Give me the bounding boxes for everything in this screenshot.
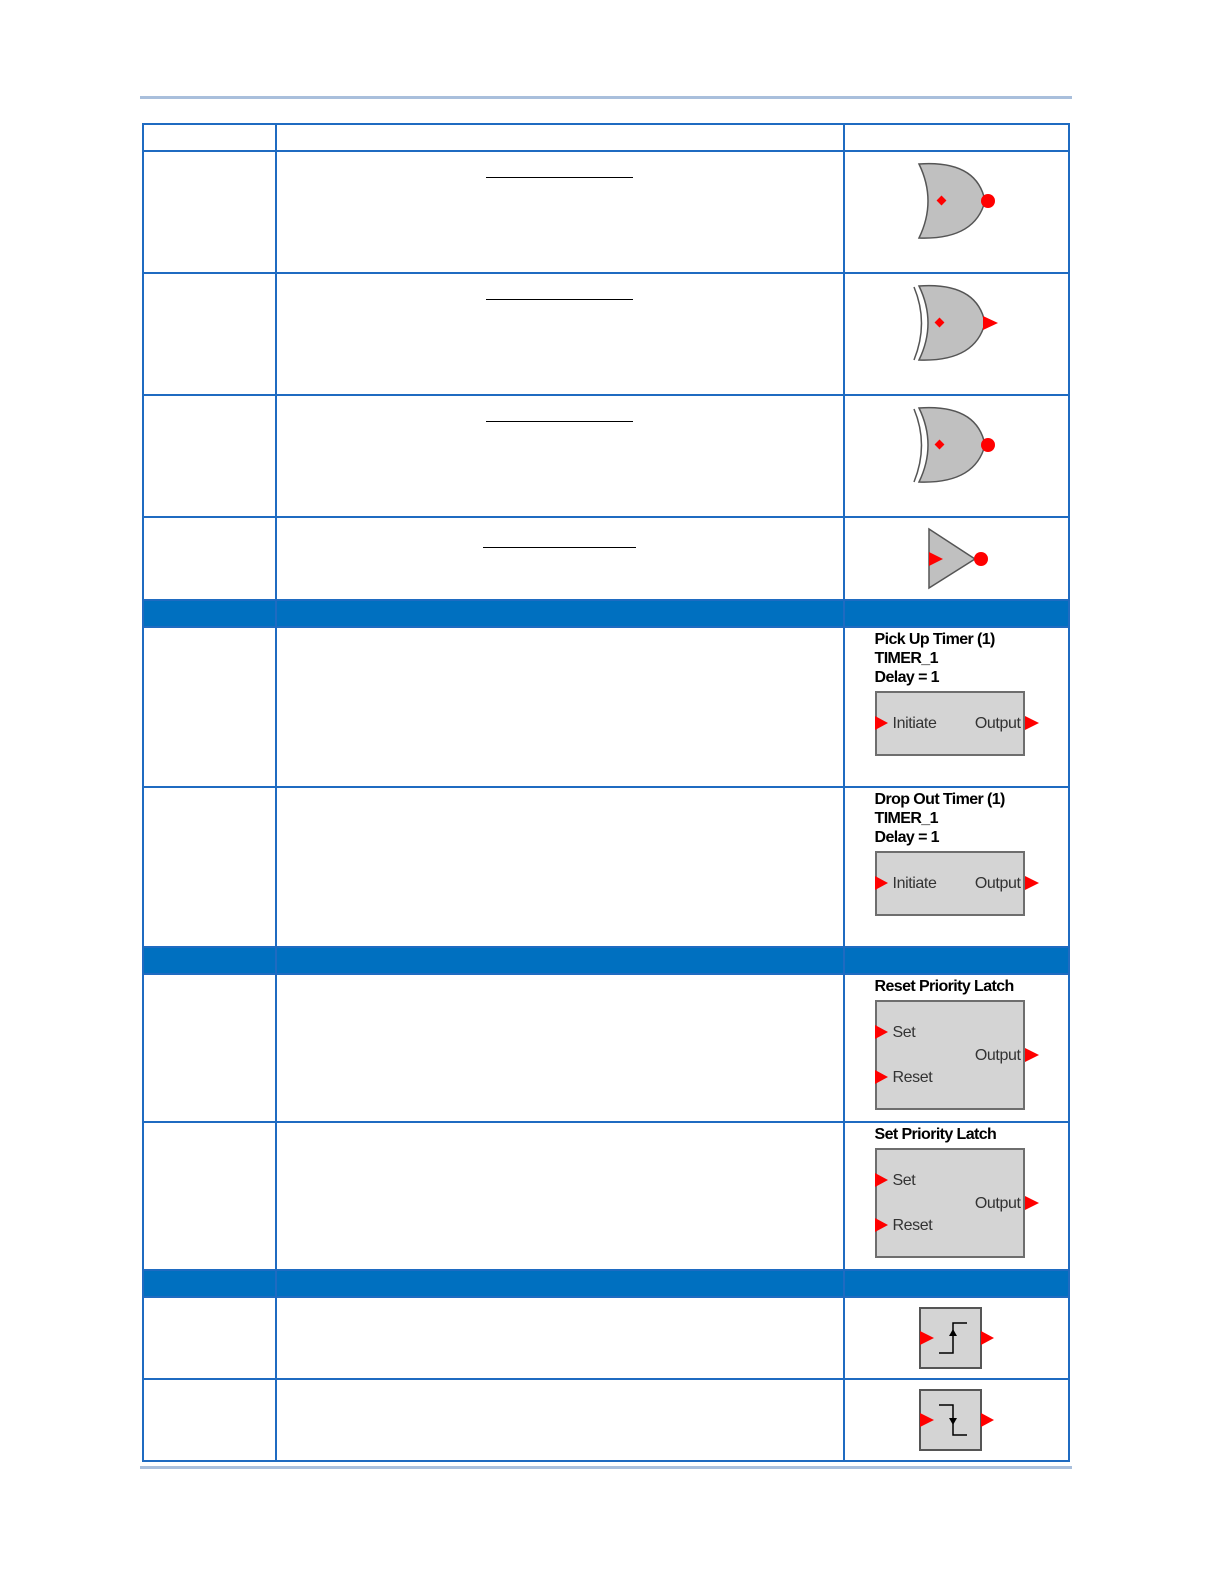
reset-pin-icon [875, 1218, 888, 1232]
header-cell-3 [844, 124, 1069, 151]
set-pin-icon [875, 1025, 888, 1039]
name-cell [143, 787, 276, 947]
text-underline [486, 177, 633, 178]
table-row [143, 974, 1069, 1122]
table-row [143, 1122, 1069, 1270]
symbol-cell [844, 517, 1069, 600]
timer-title-line: Delay = 1 [874, 829, 939, 846]
drop-out-timer-block [875, 851, 1025, 916]
symbol-cell [844, 1122, 1069, 1270]
symbol-cell [844, 273, 1069, 395]
timer-title-line: TIMER_1 [874, 810, 938, 827]
name-cell [143, 1379, 276, 1461]
logic-elements-table [142, 123, 1070, 1462]
section-cell [276, 600, 844, 627]
not-gate-icon [845, 518, 1069, 600]
table-row [143, 273, 1069, 395]
name-cell [143, 627, 276, 787]
set-priority-latch-block [875, 1148, 1025, 1258]
section-cell [143, 947, 276, 974]
input-label: Initiate [892, 875, 937, 892]
output-pin-icon [1025, 716, 1039, 730]
section-cell [143, 600, 276, 627]
latch-title [875, 1125, 997, 1144]
section-bar [143, 600, 1069, 627]
description-cell [276, 151, 844, 273]
description-cell [276, 1297, 844, 1379]
section-bar [143, 947, 1069, 974]
reset-label: Reset [892, 1217, 933, 1234]
pick-up-timer-block [875, 691, 1025, 756]
text-underline [486, 421, 633, 422]
header-rule [140, 96, 1072, 99]
name-cell [143, 1122, 276, 1270]
output-label: Output [974, 875, 1021, 892]
header-cell-2 [276, 124, 844, 151]
input-pin-icon [875, 876, 888, 890]
timer-title-line: Pick Up Timer (1) [874, 631, 995, 648]
table-header-row [143, 124, 1069, 151]
name-cell [143, 974, 276, 1122]
description-cell [276, 517, 844, 600]
output-pin-icon [1025, 876, 1039, 890]
xnor-gate-icon [845, 396, 1069, 516]
timer-title-line: Drop Out Timer (1) [874, 791, 1005, 808]
description-cell [276, 395, 844, 517]
symbol-cell [844, 974, 1069, 1122]
output-pin-icon [1025, 1196, 1039, 1210]
section-cell [844, 1270, 1069, 1297]
name-cell [143, 1297, 276, 1379]
name-cell [143, 517, 276, 600]
input-pin-icon [875, 716, 888, 730]
description-cell [276, 974, 844, 1122]
name-cell [143, 395, 276, 517]
section-cell [276, 947, 844, 974]
section-cell [276, 1270, 844, 1297]
table-row [143, 517, 1069, 600]
output-label: Output [974, 1047, 1021, 1064]
output-label: Output [974, 715, 1021, 732]
reset-priority-latch-block [875, 1000, 1025, 1110]
reset-pin-icon [875, 1070, 888, 1084]
latch-title [875, 977, 1014, 996]
xor-gate-icon [845, 274, 1069, 394]
symbol-cell [844, 787, 1069, 947]
description-cell [276, 1122, 844, 1270]
text-underline [486, 299, 633, 300]
table-row [143, 395, 1069, 517]
name-cell [143, 273, 276, 395]
latch-title-line: Set Priority Latch [874, 1126, 997, 1143]
input-label: Initiate [892, 715, 937, 732]
description-cell [276, 1379, 844, 1461]
name-cell [143, 151, 276, 273]
timer-title [875, 630, 995, 687]
symbol-cell [844, 151, 1069, 273]
output-pin-icon [1025, 1048, 1039, 1062]
timer-title [875, 790, 1005, 847]
timer-title-line: Delay = 1 [874, 669, 939, 686]
table-row [143, 151, 1069, 273]
table-row [143, 1379, 1069, 1461]
footer-rule [140, 1466, 1072, 1469]
section-cell [844, 600, 1069, 627]
description-cell [276, 627, 844, 787]
table-row [143, 787, 1069, 947]
symbol-cell [844, 395, 1069, 517]
output-label: Output [974, 1195, 1021, 1212]
rising-edge-detector-icon [845, 1298, 1069, 1378]
table-row [143, 1297, 1069, 1379]
latch-title-line: Reset Priority Latch [874, 978, 1014, 995]
section-bar [143, 1270, 1069, 1297]
description-cell [276, 787, 844, 947]
text-underline [483, 547, 636, 548]
reset-label: Reset [892, 1069, 933, 1086]
description-cell [276, 273, 844, 395]
set-label: Set [892, 1024, 916, 1041]
symbol-cell [844, 1297, 1069, 1379]
nor-gate-icon [845, 152, 1069, 272]
header-cell-1 [143, 124, 276, 151]
set-label: Set [892, 1172, 916, 1189]
table-row [143, 627, 1069, 787]
section-cell [143, 1270, 276, 1297]
set-pin-icon [875, 1173, 888, 1187]
symbol-cell [844, 627, 1069, 787]
falling-edge-detector-icon [845, 1380, 1069, 1460]
section-cell [844, 947, 1069, 974]
timer-title-line: TIMER_1 [874, 650, 938, 667]
symbol-cell [844, 1379, 1069, 1461]
